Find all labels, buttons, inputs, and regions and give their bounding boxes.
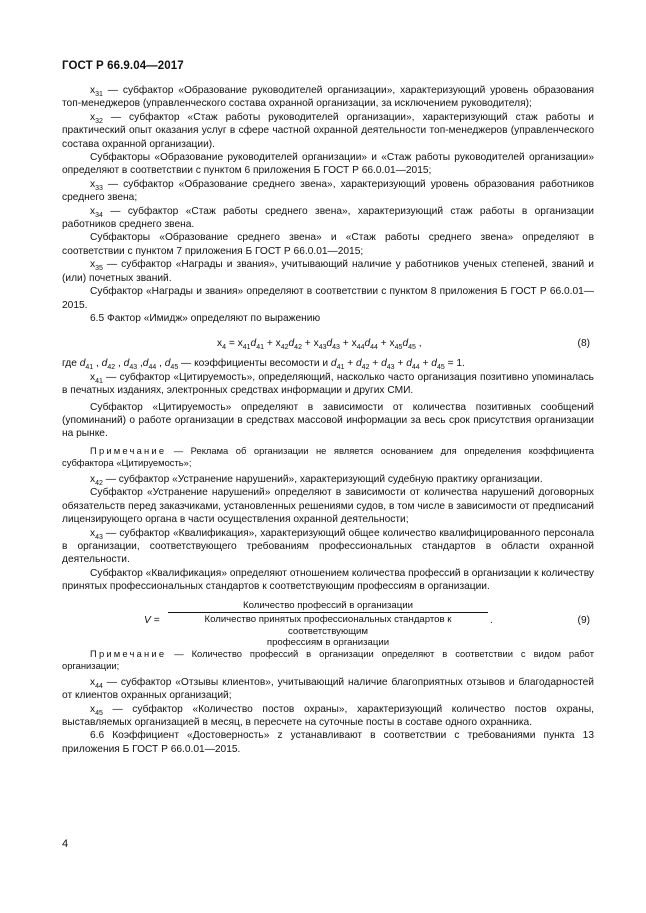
paragraph-x43: $x_{43}$ — субфактор «Квалификация», характеризующий общее количество квалифицированного персонала в организации, соответствующего требованиям профессиональных стандартов в области охранной деятельности.	[62, 527, 594, 566]
paragraph-x44: $x_{44}$ — субфактор «Отзывы клиентов», учитывающий наличие благоприятных отзывов и благодарностей от клиентов охранных организаций;	[62, 676, 594, 702]
page-number: 4	[62, 838, 69, 850]
paragraph-section-6-5: 6.5 Фактор «Имидж» определяют по выражению	[90, 312, 321, 324]
formula-8-number: (8)	[577, 338, 590, 350]
note-citation: Примечание — Реклама об организации не является основанием для определения коэффициента субфактора «Цитируемость»;	[62, 444, 594, 469]
formula-9	[62, 599, 594, 649]
paragraph-x32: $x_{32}$ — субфактор «Стаж работы руководителей организации», характеризующий стаж работы и практический опыт оказания услуг в сфере частной охранной деятельности топ-менеджеров (управленческого состава охранной организации).	[62, 111, 594, 150]
paragraph-x34: $x_{34}$ — субфактор «Стаж работы среднего звена», характеризующий стаж работы в организации работников среднего звена.	[62, 205, 594, 231]
formula-9-period: .	[490, 614, 493, 626]
paragraph-section-6-6: 6.6 Коэффициент «Достоверность» z устанавливают в соответствии с требованиями пункта 13 приложения Б ГОСТ Р 66.0.01—2015.	[62, 730, 594, 755]
formula-9-number: (9)	[577, 614, 590, 626]
formula-9-lhs: V =	[144, 614, 160, 626]
document-header: ГОСТ Р 66.9.04—2017	[62, 60, 184, 72]
paragraph-subfactors-leaders: Субфакторы «Образование руководителей организации» и «Стаж работы руководителей организации» определяют в соответствии с пунктом 6 приложения Б ГОСТ Р 66.0.01—2015;	[62, 152, 594, 177]
formula-8-expression: $x_4 = x_{41}d_{41} + x_{42}d_{42} + x_{43}d_{43} + x_{44}d_{44} + x_{45}d_{45}$ ,	[217, 338, 422, 352]
paragraph-x45: $x_{45}$ — субфактор «Количество постов охраны», характеризующий количество постов охраны, выставляемых организацией в месяц, в пересчете на суточные посты в составе одного охранника.	[62, 703, 594, 728]
formula-9-numerator: Количество профессий в организации	[168, 600, 488, 614]
document-body	[62, 84, 594, 756]
formula-8	[62, 331, 594, 357]
paragraph-violations: Субфактор «Устранение нарушений» определяют в зависимости от количества нарушений договорных обязательств перед заказчиками, установленных решениями судов, в том числе в зависимости от предписаний лицензирующего органа в части осуществления охранной деятельности;	[62, 487, 594, 526]
formula-9-denominator: Количество принятых профессиональных стандартов к соответствующим профессиям в организации	[204, 614, 452, 649]
note-label: Примечание	[90, 444, 167, 456]
paragraph-citation: Субфактор «Цитируемость» определяют в зависимости от количества позитивных сообщений (упоминаний) о работе организации в средствах массовой информации за весь срок присутствия организации на рынке.	[62, 401, 594, 440]
paragraph-subfactors-middle: Субфакторы «Образование среднего звена» и «Стаж работы среднего звена» определяют в соответствии с пунктом 7 приложения Б ГОСТ Р 66.0.01—2015;	[62, 232, 594, 257]
paragraph-x31: $x_{31}$ — субфактор «Образование руководителей организации», характеризующий уровень образования топ-менеджеров (управленческого состава охранной организации, за исключением руководителя);	[62, 85, 594, 110]
paragraph-x42: $x_{42}$ — субфактор «Устранение нарушений», характеризующий судебную практику организации.	[90, 473, 543, 487]
paragraph-where: где $d_{41}$ , $d_{42}$ , $d_{43}$ $,d_{44}$ , $d_{45}$ — коэффициенты весомости и $d_{41} + d_{42} + d_{43} + d_{44} + d_{45} = 1$.	[62, 358, 465, 372]
paragraph-x33: $x_{33}$ — субфактор «Образование среднего звена», характеризующий уровень образования работников среднего звена;	[62, 178, 594, 204]
paragraph-x41: $x_{41}$ — субфактор «Цитируемость», определяющий, насколько часто организация позитивно упоминалась в печатных изданиях, электронных средствах информации и других СМИ.	[62, 371, 594, 397]
paragraph-awards: Субфактор «Награды и звания» определяют в соответствии с пунктом 8 приложения Б ГОСТ Р 66.0.01—2015.	[62, 286, 594, 311]
formula-9-fraction	[168, 600, 488, 649]
paragraph-qualification: Субфактор «Квалификация» определяют отношением количества профессий в организации к количеству принятых профессиональных стандартов к соответствующим профессиям в организации.	[62, 567, 594, 593]
note-professions: Примечание — Количество профессий в организации определяют в соответствии с видом работ организации;	[62, 647, 594, 672]
note-label: Примечание	[90, 647, 167, 659]
paragraph-x35: $x_{35}$ — субфактор «Награды и звания», учитывающий наличие у работников ученых степеней, званий и (или) почетных званий.	[62, 259, 594, 284]
